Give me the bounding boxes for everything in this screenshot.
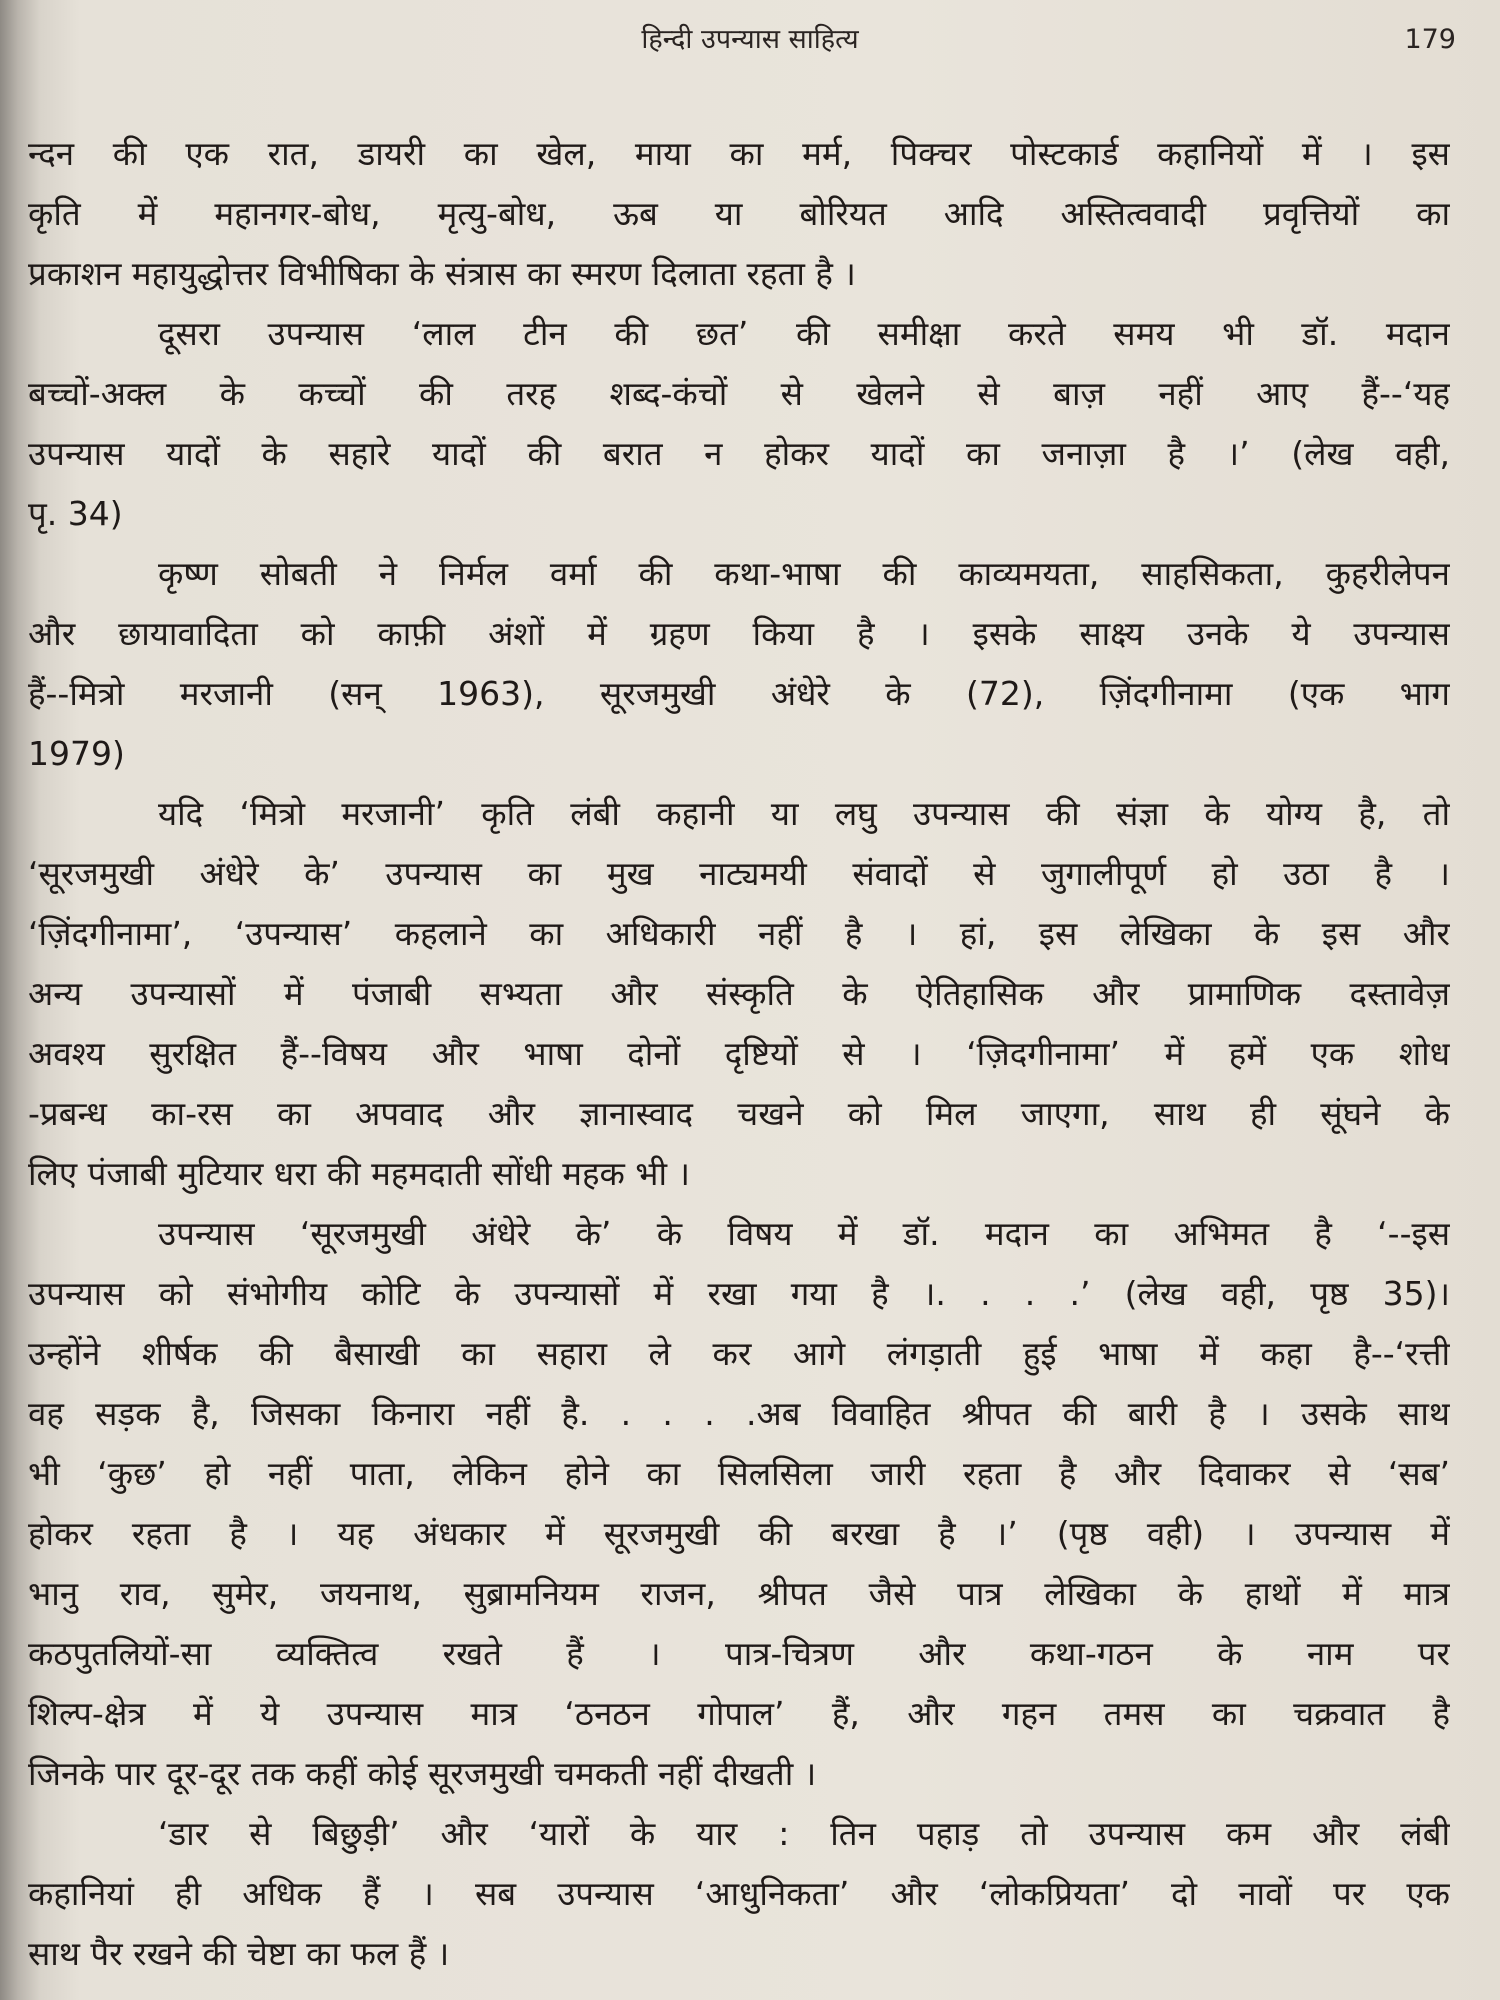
text-line: उन्होंने शीर्षक की बैसाखी का सहारा ले कर आगे लंगड़ाती हुई भाषा में कहा है--‘रत्ती: [28, 1334, 1450, 1373]
text-line: होकर रहता है । यह अंधकार में सूरजमुखी की बरखा है ।’ (पृष्ठ वही) । उपन्यास में: [28, 1514, 1450, 1553]
page-number: 179: [1404, 24, 1456, 55]
text-line: साथ पैर रखने की चेष्टा का फल हैं ।: [28, 1934, 450, 1973]
text-line: भी ‘कुछ’ हो नहीं पाता, लेकिन होने का सिलसिला जारी रहता है और दिवाकर से ‘सब’: [28, 1454, 1450, 1493]
text-line: और छायावादिता को काफ़ी अंशों में ग्रहण किया है । इसके साक्ष्य उनके ये उपन्यास: [28, 614, 1450, 653]
text-line: 1979): [28, 734, 125, 773]
text-line: बच्चों-अक्ल के कच्चों की तरह शब्द-कंचों से खेलने से बाज़ नहीं आए हैं--‘यह: [28, 374, 1450, 413]
text-line: अन्य उपन्यासों में पंजाबी सभ्यता और संस्कृति के ऐतिहासिक और प्रामाणिक दस्तावेज़: [28, 974, 1450, 1013]
text-line: कृष्ण सोबती ने निर्मल वर्मा की कथा-भाषा की काव्यमयता, साहसिकता, कुहरीलेपन: [158, 554, 1450, 593]
body-text: [28, 124, 1450, 1984]
text-line: ‘डार से बिछुड़ी’ और ‘यारों के यार : तिन पहाड़ तो उपन्यास कम और लंबी: [158, 1814, 1450, 1853]
text-line: ‘ज़िंदगीनामा’, ‘उपन्यास’ कहलाने का अधिकारी नहीं है । हां, इस लेखिका के इस और: [28, 914, 1450, 953]
text-line: जिनके पार दूर-दूर तक कहीं कोई सूरजमुखी चमकती नहीं दीखती ।: [28, 1754, 817, 1793]
text-line: पृ. 34): [28, 494, 123, 533]
text-line: कहानियां ही अधिक हैं । सब उपन्यास ‘आधुनिकता’ और ‘लोकप्रियता’ दो नावों पर एक: [28, 1874, 1450, 1913]
text-line: उपन्यास को संभोगीय कोटि के उपन्यासों में रखा गया है ।. . . .’ (लेख वही, पृष्ठ 35)।: [28, 1274, 1450, 1313]
text-line: न्दन की एक रात, डायरी का खेल, माया का मर्म, पिक्चर पोस्टकार्ड कहानियों में । इस: [28, 134, 1450, 173]
text-line: प्रकाशन महायुद्धोत्तर विभीषिका के संत्रास का स्मरण दिलाता रहता है ।: [28, 254, 856, 293]
text-line: उपन्यास ‘सूरजमुखी अंधेरे के’ के विषय में डॉ. मदान का अभिमत है ‘--इस: [158, 1214, 1450, 1253]
text-line: अवश्य सुरक्षित हैं--विषय और भाषा दोनों दृष्टियों से । ‘ज़िदगीनामा’ में हमें एक शोध: [28, 1034, 1450, 1073]
text-line: कृति में महानगर-बोध, मृत्यु-बोध, ऊब या बोरियत आदि अस्तित्ववादी प्रवृत्तियों का: [28, 194, 1450, 233]
text-line: दूसरा उपन्यास ‘लाल टीन की छत’ की समीक्षा करते समय भी डॉ. मदान: [158, 314, 1450, 353]
text-line: ‘सूरजमुखी अंधेरे के’ उपन्यास का मुख नाट्यमयी संवादों से जुगालीपूर्ण हो उठा है ।: [28, 854, 1450, 893]
text-line: यदि ‘मित्रो मरजानी’ कृति लंबी कहानी या लघु उपन्यास की संज्ञा के योग्य है, तो: [158, 794, 1450, 833]
text-line: शिल्प-क्षेत्र में ये उपन्यास मात्र ‘ठनठन गोपाल’ हैं, और गहन तमस का चक्रवात है: [28, 1694, 1450, 1733]
text-line: लिए पंजाबी मुटियार धरा की महमदाती सोंधी महक भी ।: [28, 1154, 691, 1193]
text-line: वह सड़क है, जिसका किनारा नहीं है. . . . .अब विवाहित श्रीपत की बारी है । उसके साथ: [28, 1394, 1450, 1433]
running-header-title: हिन्दी उपन्यास साहित्य: [641, 24, 859, 55]
text-line: उपन्यास यादों के सहारे यादों की बरात न होकर यादों का जनाज़ा है ।’ (लेख वही,: [28, 434, 1450, 473]
text-line: कठपुतलियों-सा व्यक्तित्व रखते हैं । पात्र-चित्रण और कथा-गठन के नाम पर: [28, 1634, 1450, 1673]
text-line: हैं--मित्रो मरजानी (सन् 1963), सूरजमुखी अंधेरे के (72), ज़िंदगीनामा (एक भाग: [28, 674, 1450, 713]
text-line: भानु राव, सुमेर, जयनाथ, सुब्रामनियम राजन, श्रीपत जैसे पात्र लेखिका के हाथों में मात्र: [28, 1574, 1450, 1613]
text-line: -प्रबन्ध का-रस का अपवाद और ज्ञानास्वाद चखने को मिल जाएगा, साथ ही सूंघने के: [28, 1094, 1450, 1133]
